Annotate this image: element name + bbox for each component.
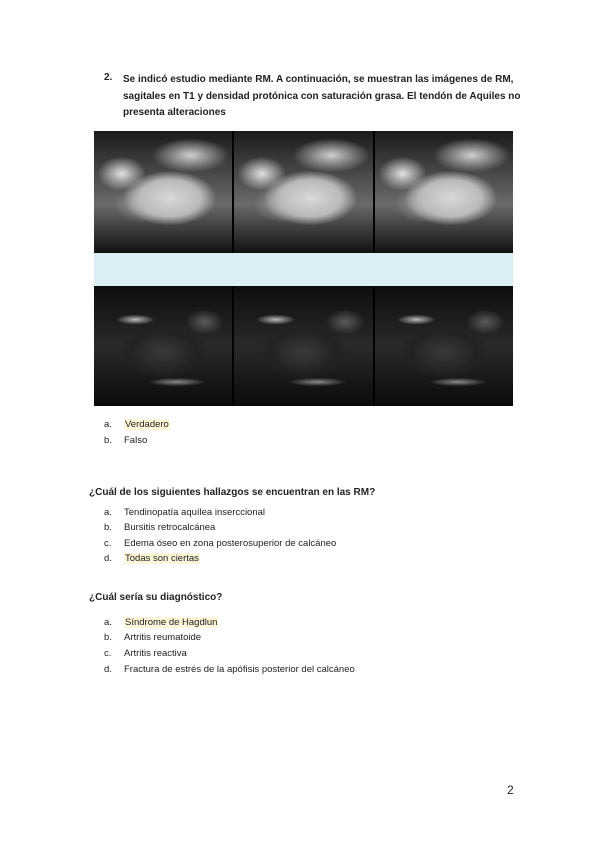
option-label: d. [104, 664, 112, 675]
findings-option-d[interactable] [104, 553, 200, 564]
option-label: a. [104, 419, 112, 430]
option-label: c. [104, 648, 112, 659]
t1-sagittal-image-1 [94, 131, 232, 253]
t1-sagittal-image-3 [375, 131, 513, 253]
pd-fatsat-image-1 [94, 286, 232, 406]
t1-sagittal-image-2 [234, 131, 372, 253]
option-text: Verdadero [125, 419, 169, 430]
diagnosis-option-b[interactable] [104, 632, 201, 643]
option-b-falso[interactable] [104, 435, 147, 446]
question-number: 2. [104, 72, 113, 83]
findings-option-a[interactable] [104, 507, 265, 518]
findings-question: ¿Cuál de los siguientes hallazgos se encuentran en las RM? [89, 487, 376, 498]
t1-image-row [94, 131, 513, 253]
mri-figure [94, 131, 513, 406]
separator-band [94, 253, 513, 286]
option-text: Síndrome de Hagdlun [125, 617, 218, 628]
page-number: 2 [507, 783, 514, 797]
option-label: c. [104, 538, 112, 549]
pd-fatsat-image-2 [234, 286, 372, 406]
option-label: b. [104, 632, 112, 643]
option-text: Artritis reactiva [124, 648, 187, 659]
pd-fatsat-image-row [94, 286, 513, 406]
option-label: d. [104, 553, 112, 564]
option-label: a. [104, 617, 112, 628]
option-text: Todas son ciertas [125, 553, 199, 564]
option-text: Falso [124, 435, 148, 446]
option-text: Artritis reumatoide [124, 632, 202, 643]
option-label: b. [104, 522, 112, 533]
option-text: Tendinopatía aquílea inserccional [124, 507, 266, 518]
findings-option-b[interactable] [104, 522, 215, 533]
diagnosis-option-d[interactable] [104, 664, 355, 675]
question-text: Se indicó estudio mediante RM. A continuación, se muestran las imágenes de RM, sagitales en T1 y densidad protónica con saturación grasa. El tendón de Aquiles no presenta alteraciones [123, 74, 521, 118]
option-label: b. [104, 435, 112, 446]
option-a-verdadero[interactable] [104, 419, 170, 430]
option-label: a. [104, 507, 112, 518]
diagnosis-question: ¿Cuál sería su diagnóstico? [89, 592, 223, 603]
pd-fatsat-image-3 [375, 286, 513, 406]
option-text: Edema óseo en zona posterosuperior de calcáneo [124, 538, 337, 549]
diagnosis-option-c[interactable] [104, 648, 187, 659]
diagnosis-option-a[interactable] [104, 617, 218, 628]
option-text: Bursitis retrocalcánea [124, 522, 216, 533]
findings-option-c[interactable] [104, 538, 336, 549]
option-text: Fractura de estrés de la apófisis posterior del calcáneo [124, 664, 355, 675]
